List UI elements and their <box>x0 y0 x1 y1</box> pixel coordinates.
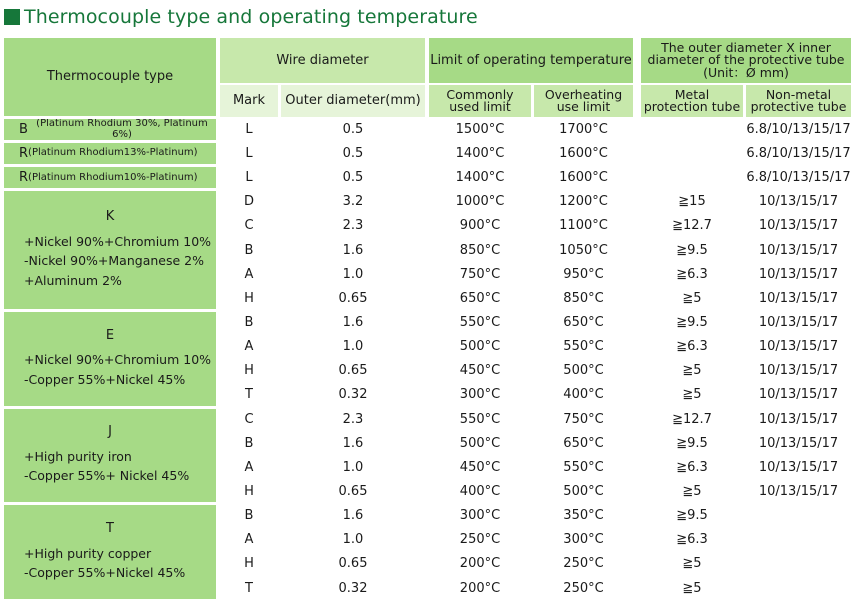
type-name: T <box>106 520 114 536</box>
diameter-cell: 2.3 <box>281 216 425 237</box>
diameter-cell: 0.65 <box>281 554 425 575</box>
type-composition: (Platinum Rhodium13%-Platinum) <box>28 147 198 159</box>
common-limit-cell: 550°C <box>429 409 531 430</box>
nonmetal-tube-cell: 10/13/15/17 <box>746 457 851 478</box>
diameter-cell: 0.65 <box>281 361 425 382</box>
mark-cell: B <box>220 505 278 526</box>
type-composition: (Platinum Rhodium10%-Platinum) <box>28 171 198 183</box>
header-nonmetal-tube: Non-metal protective tube <box>746 85 851 117</box>
common-limit-cell: 750°C <box>429 264 531 285</box>
common-limit-cell: 650°C <box>429 288 531 309</box>
common-limit-cell: 500°C <box>429 336 531 357</box>
type-composition-line: +Aluminum 2% <box>24 272 122 288</box>
diameter-cell: 0.32 <box>281 578 425 599</box>
diameter-cell: 0.5 <box>281 167 425 188</box>
metal-tube-cell: ≧6.3 <box>641 336 743 357</box>
mark-cell: H <box>220 554 278 575</box>
mark-cell: L <box>220 167 278 188</box>
common-limit-cell: 300°C <box>429 505 531 526</box>
diameter-cell: 1.0 <box>281 530 425 551</box>
type-letter: R <box>19 145 29 161</box>
nonmetal-tube-cell <box>746 505 851 526</box>
overheating-cell: 500°C <box>534 481 633 502</box>
mark-cell: B <box>220 433 278 454</box>
overheating-cell: 250°C <box>534 578 633 599</box>
nonmetal-tube-cell: 10/13/15/17 <box>746 216 851 237</box>
mark-cell: C <box>220 409 278 430</box>
header-limit-temp: Limit of operating temperature <box>429 38 633 83</box>
header-protective-tube: The outer diameter X inner diameter of the protective tube (Unit：Ø mm) <box>641 38 851 83</box>
overheating-cell: 250°C <box>534 554 633 575</box>
type-name: J <box>108 424 112 440</box>
metal-tube-cell: ≧12.7 <box>641 216 743 237</box>
type-composition: (Platinum Rhodium 30%, Platinum 6%) <box>36 119 208 140</box>
mark-cell: A <box>220 457 278 478</box>
type-composition-line: -Copper 55%+Nickel 45% <box>24 371 186 387</box>
nonmetal-tube-cell: 10/13/15/17 <box>746 481 851 502</box>
type-name: K <box>105 209 115 225</box>
diameter-cell: 0.32 <box>281 385 425 406</box>
diameter-cell: 1.6 <box>281 312 425 333</box>
metal-tube-cell: ≧12.7 <box>641 409 743 430</box>
nonmetal-tube-cell: 6.8/10/13/15/17 <box>746 167 851 188</box>
overheating-cell: 550°C <box>534 336 633 357</box>
metal-tube-cell: ≧5 <box>641 288 743 309</box>
metal-tube-cell: ≧5 <box>641 481 743 502</box>
overheating-cell: 1050°C <box>534 240 633 261</box>
diameter-cell: 1.6 <box>281 240 425 261</box>
diameter-cell: 0.5 <box>281 119 425 140</box>
overheating-cell: 400°C <box>534 385 633 406</box>
overheating-cell: 1600°C <box>534 143 633 164</box>
nonmetal-tube-cell: 10/13/15/17 <box>746 288 851 309</box>
metal-tube-cell: ≧9.5 <box>641 505 743 526</box>
common-limit-cell: 1500°C <box>429 119 531 140</box>
diameter-cell: 1.6 <box>281 433 425 454</box>
header-common-limit: Commonly used limit <box>429 85 531 117</box>
type-letter: R <box>19 170 29 186</box>
thermocouple-type-cell <box>4 167 216 188</box>
diameter-cell: 1.0 <box>281 264 425 285</box>
overheating-cell: 1700°C <box>534 119 633 140</box>
nonmetal-tube-cell <box>746 578 851 599</box>
metal-tube-cell <box>641 119 743 140</box>
mark-cell: B <box>220 312 278 333</box>
diameter-cell: 0.65 <box>281 288 425 309</box>
nonmetal-tube-cell: 10/13/15/17 <box>746 264 851 285</box>
common-limit-cell: 300°C <box>429 385 531 406</box>
mark-cell: B <box>220 240 278 261</box>
metal-tube-cell: ≧9.5 <box>641 433 743 454</box>
mark-cell: D <box>220 191 278 212</box>
mark-cell: H <box>220 481 278 502</box>
common-limit-cell: 450°C <box>429 361 531 382</box>
header-overheating-limit: Overheating use limit <box>534 85 633 117</box>
metal-tube-cell: ≧5 <box>641 385 743 406</box>
type-composition-line: +Nickel 90%+Chromium 10% <box>24 234 212 250</box>
nonmetal-tube-cell: 6.8/10/13/15/17 <box>746 119 851 140</box>
overheating-cell: 950°C <box>534 264 633 285</box>
metal-tube-cell: ≧6.3 <box>641 457 743 478</box>
overheating-cell: 1600°C <box>534 167 633 188</box>
diameter-cell: 0.65 <box>281 481 425 502</box>
type-name: E <box>105 327 115 343</box>
overheating-cell: 750°C <box>534 409 633 430</box>
thermocouple-type-group <box>4 312 216 406</box>
metal-tube-cell: ≧9.5 <box>641 240 743 261</box>
type-composition-line: -Copper 55%+ Nickel 45% <box>24 468 190 484</box>
nonmetal-tube-cell: 10/13/15/17 <box>746 361 851 382</box>
diameter-cell: 1.0 <box>281 457 425 478</box>
common-limit-cell: 400°C <box>429 481 531 502</box>
metal-tube-cell: ≧9.5 <box>641 312 743 333</box>
type-letter: B <box>19 121 28 137</box>
common-limit-cell: 200°C <box>429 578 531 599</box>
nonmetal-tube-cell <box>746 554 851 575</box>
nonmetal-tube-cell: 6.8/10/13/15/17 <box>746 143 851 164</box>
metal-tube-cell <box>641 167 743 188</box>
metal-tube-cell: ≧5 <box>641 554 743 575</box>
mark-cell: L <box>220 143 278 164</box>
overheating-cell: 650°C <box>534 433 633 454</box>
header-mark: Mark <box>220 85 278 117</box>
common-limit-cell: 1000°C <box>429 191 531 212</box>
nonmetal-tube-cell: 10/13/15/17 <box>746 191 851 212</box>
thermocouple-type-cell <box>4 143 216 164</box>
diameter-cell: 1.0 <box>281 336 425 357</box>
common-limit-cell: 250°C <box>429 530 531 551</box>
diameter-cell: 1.6 <box>281 505 425 526</box>
common-limit-cell: 450°C <box>429 457 531 478</box>
overheating-cell: 1100°C <box>534 216 633 237</box>
metal-tube-cell: ≧15 <box>641 191 743 212</box>
mark-cell: L <box>220 119 278 140</box>
thermocouple-type-cell <box>4 119 216 140</box>
mark-cell: H <box>220 288 278 309</box>
mark-cell: C <box>220 216 278 237</box>
type-composition-line: -Copper 55%+Nickel 45% <box>24 565 186 580</box>
header-thermocouple-type: Thermocouple type <box>4 38 216 116</box>
mark-cell: A <box>220 530 278 551</box>
diameter-cell: 3.2 <box>281 191 425 212</box>
common-limit-cell: 1400°C <box>429 167 531 188</box>
mark-cell: T <box>220 578 278 599</box>
diameter-cell: 0.5 <box>281 143 425 164</box>
nonmetal-tube-cell: 10/13/15/17 <box>746 336 851 357</box>
overheating-cell: 300°C <box>534 530 633 551</box>
thermocouple-type-group <box>4 505 216 599</box>
nonmetal-tube-cell <box>746 530 851 551</box>
metal-tube-cell: ≧6.3 <box>641 264 743 285</box>
nonmetal-tube-cell: 10/13/15/17 <box>746 385 851 406</box>
overheating-cell: 850°C <box>534 288 633 309</box>
metal-tube-cell: ≧6.3 <box>641 530 743 551</box>
type-composition-line: +High purity iron <box>24 449 132 465</box>
overheating-cell: 1200°C <box>534 191 633 212</box>
nonmetal-tube-cell: 10/13/15/17 <box>746 312 851 333</box>
thermocouple-type-group <box>4 191 216 309</box>
common-limit-cell: 200°C <box>429 554 531 575</box>
metal-tube-cell: ≧5 <box>641 361 743 382</box>
type-composition-line: +Nickel 90%+Chromium 10% <box>24 352 212 368</box>
overheating-cell: 500°C <box>534 361 633 382</box>
type-composition-line: -Nickel 90%+Manganese 2% <box>24 253 204 269</box>
common-limit-cell: 1400°C <box>429 143 531 164</box>
header-outer-diameter: Outer diameter(mm) <box>281 85 425 117</box>
overheating-cell: 650°C <box>534 312 633 333</box>
common-limit-cell: 900°C <box>429 216 531 237</box>
page-title: Thermocouple type and operating temperature <box>24 6 478 28</box>
nonmetal-tube-cell: 10/13/15/17 <box>746 433 851 454</box>
header-metal-tube: Metal protection tube <box>641 85 743 117</box>
overheating-cell: 550°C <box>534 457 633 478</box>
common-limit-cell: 550°C <box>429 312 531 333</box>
metal-tube-cell <box>641 143 743 164</box>
mark-cell: H <box>220 361 278 382</box>
common-limit-cell: 850°C <box>429 240 531 261</box>
mark-cell: A <box>220 264 278 285</box>
thermocouple-type-group <box>4 409 216 503</box>
nonmetal-tube-cell: 10/13/15/17 <box>746 409 851 430</box>
diameter-cell: 2.3 <box>281 409 425 430</box>
type-composition-line: +High purity copper <box>24 545 152 561</box>
overheating-cell: 350°C <box>534 505 633 526</box>
mark-cell: T <box>220 385 278 406</box>
common-limit-cell: 500°C <box>429 433 531 454</box>
header-wire-diameter: Wire diameter <box>220 38 425 83</box>
mark-cell: A <box>220 336 278 357</box>
metal-tube-cell: ≧5 <box>641 578 743 599</box>
nonmetal-tube-cell: 10/13/15/17 <box>746 240 851 261</box>
